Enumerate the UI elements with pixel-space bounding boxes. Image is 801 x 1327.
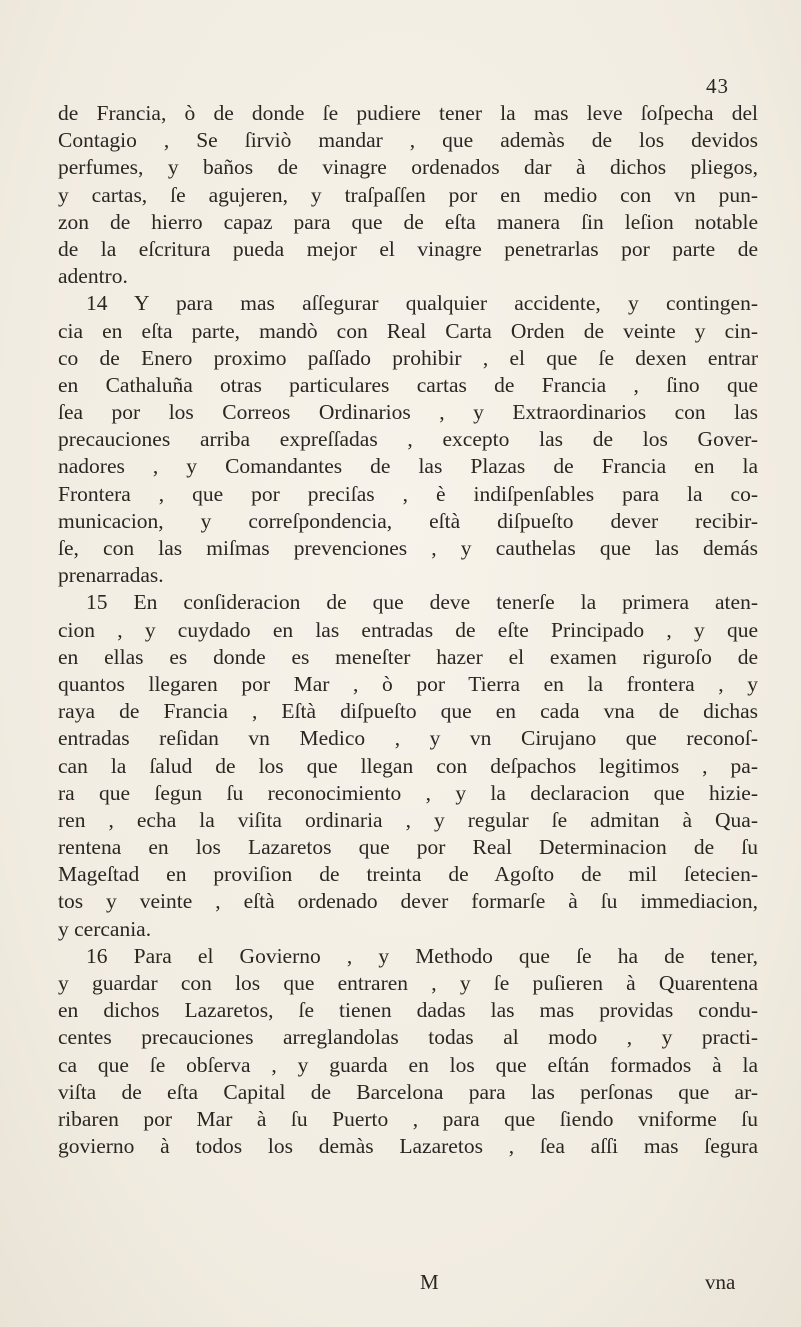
text-line: ribaren por Mar à ſu Puerto , para que ſiendo vniforme ſu (58, 1106, 758, 1131)
text-line: cion , y cuydado en las entradas de eſte Principado , y que (58, 617, 758, 642)
text-line: can la ſalud de los que llegan con deſpachos legitimos , pa- (58, 753, 758, 778)
page-number: 43 (706, 74, 729, 98)
text-line: ra que ſegun ſu reconocimiento , y la declaracion que hizie- (58, 780, 758, 805)
text-line: y cartas, ſe agujeren, y traſpaſſen por en medio con vn pun- (58, 182, 758, 207)
text-line: entradas reſidan vn Medico , y vn Cirujano que reconoſ- (58, 726, 758, 751)
text-line: centes precauciones arreglandolas todas al modo , y practi- (58, 1025, 758, 1050)
text-line: en Cathaluña otras particulares cartas de Francia , ſino que (58, 372, 758, 397)
text-line: precauciones arriba expreſſadas , excepto las de los Gover- (58, 427, 758, 452)
text-line: Frontera , que por preciſas , è indiſpenſables para la co- (58, 481, 758, 506)
text-line: cia en eſta parte, mandò con Real Carta Orden de veinte y cin- (58, 318, 758, 343)
text-line: ſea por los Correos Ordinarios , y Extraordinarios con las (58, 400, 758, 425)
text-line: de Francia, ò de donde ſe pudiere tener la mas leve ſoſpecha del (58, 101, 758, 125)
text-line: 16 Para el Govierno , y Methodo que ſe ha de tener, (86, 943, 758, 968)
text-line: en dichos Lazaretos, ſe tienen dadas las mas providas condu- (58, 998, 758, 1023)
text-line: rentena en los Lazaretos que por Real Determinacion de ſu (58, 835, 758, 860)
text-line: municacion, y correſpondencia, eſtà diſpueſto dever recibir- (58, 508, 758, 533)
text-line: 14 Y para mas aſſegurar qualquier accidente, y contingen- (86, 291, 758, 316)
text-line: ſe, con las miſmas prevenciones , y cauthelas que las demás (58, 536, 758, 560)
text-line: raya de Francia , Eſtà diſpueſto que en cada vna de dichas (58, 699, 758, 724)
signature-mark: M (420, 1270, 439, 1294)
text-line: prenarradas. (58, 563, 164, 588)
text-line: viſta de eſta Capital de Barcelona para las perſonas que ar- (58, 1079, 758, 1104)
text-line: ren , echa la viſita ordinaria , y regular ſe admitan à Qua- (58, 807, 758, 832)
text-line: govierno à todos los demàs Lazaretos , ſea aſſi mas ſegura (58, 1134, 758, 1159)
text-line: tos y veinte , eſtà ordenado dever formarſe à ſu immediacion, (58, 889, 758, 914)
text-line: co de Enero proximo paſſado prohibir , el que ſe dexen entrar (58, 345, 758, 370)
text-line: adentro. (58, 264, 128, 289)
text-line: perfumes, y baños de vinagre ordenados dar à dichos pliegos, (58, 155, 758, 180)
text-line: 15 En conſideracion de que deve tenerſe la primera aten- (86, 590, 758, 615)
text-line: Contagio , Se ſirviò mandar , que ademàs de los devidos (58, 128, 758, 153)
text-line: ca que ſe obſerva , y guarda en los que eſtán formados à la (58, 1052, 758, 1077)
text-line: y cercania. (58, 916, 152, 941)
catchword: vna (705, 1270, 736, 1294)
text-line: y guardar con los que entraren , y ſe puſieren à Quarentena (58, 971, 758, 995)
body-text (58, 100, 758, 1160)
text-line: zon de hierro capaz para que de eſta manera ſin leſion notable (58, 209, 758, 234)
text-line: quantos llegaren por Mar , ò por Tierra en la frontera , y (58, 671, 758, 696)
text-line: de la eſcritura pueda mejor el vinagre penetrarlas por parte de (58, 236, 758, 261)
text-line: en ellas es donde es meneſter hazer el examen riguroſo de (58, 644, 758, 669)
text-line: nadores , y Comandantes de las Plazas de Francia en la (58, 454, 758, 479)
text-line: Mageſtad en proviſion de treinta de Agoſto de mil ſetecien- (58, 862, 758, 887)
